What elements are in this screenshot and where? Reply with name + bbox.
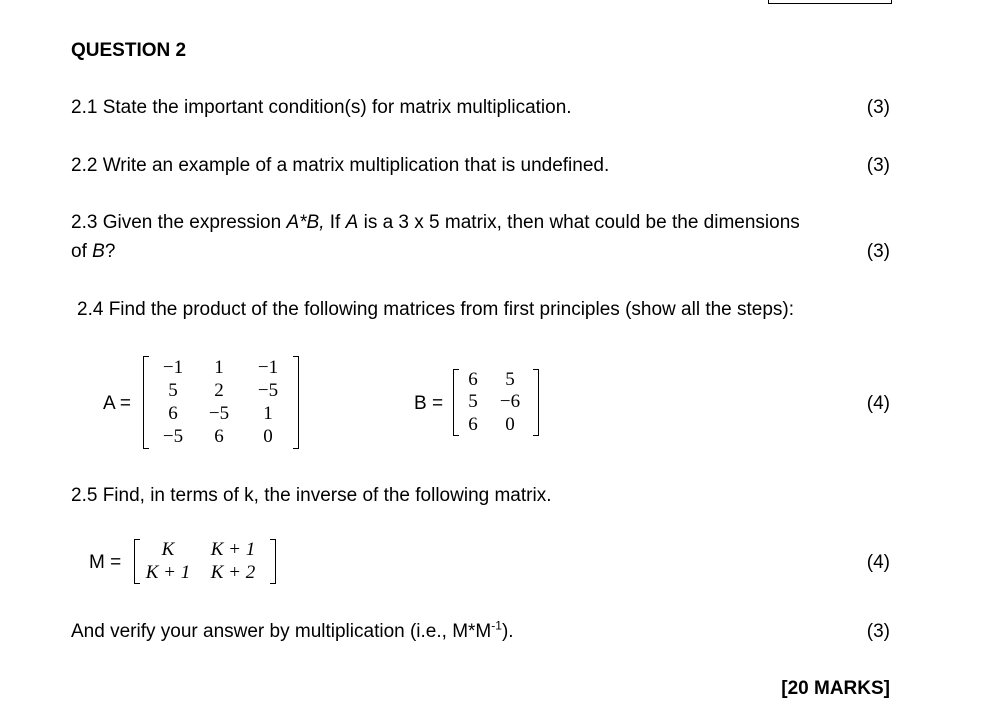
matrix-a-cell: 0 xyxy=(263,426,273,448)
matrix-a-cell: −1 xyxy=(162,356,184,378)
matrix-m-cell: K + 1 xyxy=(210,539,256,561)
matrix-b-cell: −6 xyxy=(499,391,521,413)
matrix-m-cell: K + 1 xyxy=(145,561,191,583)
question-2-5: 2.5 Find, in terms of k, the inverse of the following matrix. xyxy=(71,485,552,506)
total-marks: [20 MARKS] xyxy=(781,678,890,699)
q23-line2-a: of xyxy=(71,241,93,262)
matrix-a-cell: −1 xyxy=(257,356,279,378)
question-heading: QUESTION 2 xyxy=(71,40,187,61)
matrix-b-cell: 0 xyxy=(505,413,515,435)
matrix-a-label: A = xyxy=(103,393,131,414)
marks-2-5: (4) xyxy=(866,552,890,573)
q23-var-a: A xyxy=(345,212,359,233)
matrix-a-cell: 2 xyxy=(214,379,224,401)
matrix-a xyxy=(143,356,299,449)
matrix-m xyxy=(134,539,276,584)
matrix-b-cells xyxy=(459,369,533,436)
marks-2-4: (4) xyxy=(866,393,890,414)
marks-2-2: (3) xyxy=(866,155,890,176)
matrix-a-cells xyxy=(149,356,293,449)
question-2-3-line1 xyxy=(71,212,800,234)
matrix-b-cell: 5 xyxy=(505,369,515,391)
matrix-a-right-bracket xyxy=(293,356,299,449)
marks-2-3: (3) xyxy=(866,241,890,262)
matrix-m-label: M = xyxy=(89,552,122,573)
q23-part-b: If xyxy=(324,212,346,233)
question-2-2: 2.2 Write an example of a matrix multiplication that is undefined. xyxy=(71,155,610,176)
matrix-b-label: B = xyxy=(414,393,444,414)
matrix-a-cell: −5 xyxy=(208,403,230,425)
matrix-a-cell: 6 xyxy=(214,426,224,448)
matrix-b xyxy=(453,369,539,436)
matrix-a-cell: 1 xyxy=(263,403,273,425)
question-2-3-line2 xyxy=(71,241,115,263)
matrix-m-cell: K xyxy=(161,539,175,561)
q23-var-b: B xyxy=(92,241,105,262)
matrix-b-cell: 5 xyxy=(468,391,478,413)
matrix-m-right-bracket xyxy=(270,539,276,584)
matrix-m-cells xyxy=(140,539,270,584)
matrix-a-cell: −5 xyxy=(257,379,279,401)
matrix-b-right-bracket xyxy=(533,369,539,436)
matrix-m-cell: K + 2 xyxy=(210,561,256,583)
verify-instruction xyxy=(71,618,514,643)
marks-verify: (3) xyxy=(866,621,890,642)
q23-part-a: 2.3 Given the expression xyxy=(71,212,287,233)
matrix-a-cell: 6 xyxy=(168,403,178,425)
matrix-a-cell: 5 xyxy=(168,379,178,401)
q23-part-c: is a 3 x 5 matrix, then what could be the dimensions xyxy=(358,212,800,233)
matrix-a-cell: −5 xyxy=(162,426,184,448)
verify-superscript: -1 xyxy=(491,618,502,633)
question-2-4: 2.4 Find the product of the following matrices from first principles (show all the steps): xyxy=(77,299,795,320)
marks-2-1: (3) xyxy=(866,97,890,118)
matrix-a-cell: 1 xyxy=(214,356,224,378)
verify-text: And verify your answer by multiplication (i.e., M*M xyxy=(71,621,492,642)
verify-text-end: ). xyxy=(501,621,514,642)
matrix-b-cell: 6 xyxy=(468,369,478,391)
matrix-b-cell: 6 xyxy=(468,413,478,435)
q23-line2-b: ? xyxy=(104,241,116,262)
top-border-fragment xyxy=(768,0,892,4)
q23-expression: A*B, xyxy=(286,212,325,233)
question-2-1: 2.1 State the important condition(s) for matrix multiplication. xyxy=(71,97,572,118)
